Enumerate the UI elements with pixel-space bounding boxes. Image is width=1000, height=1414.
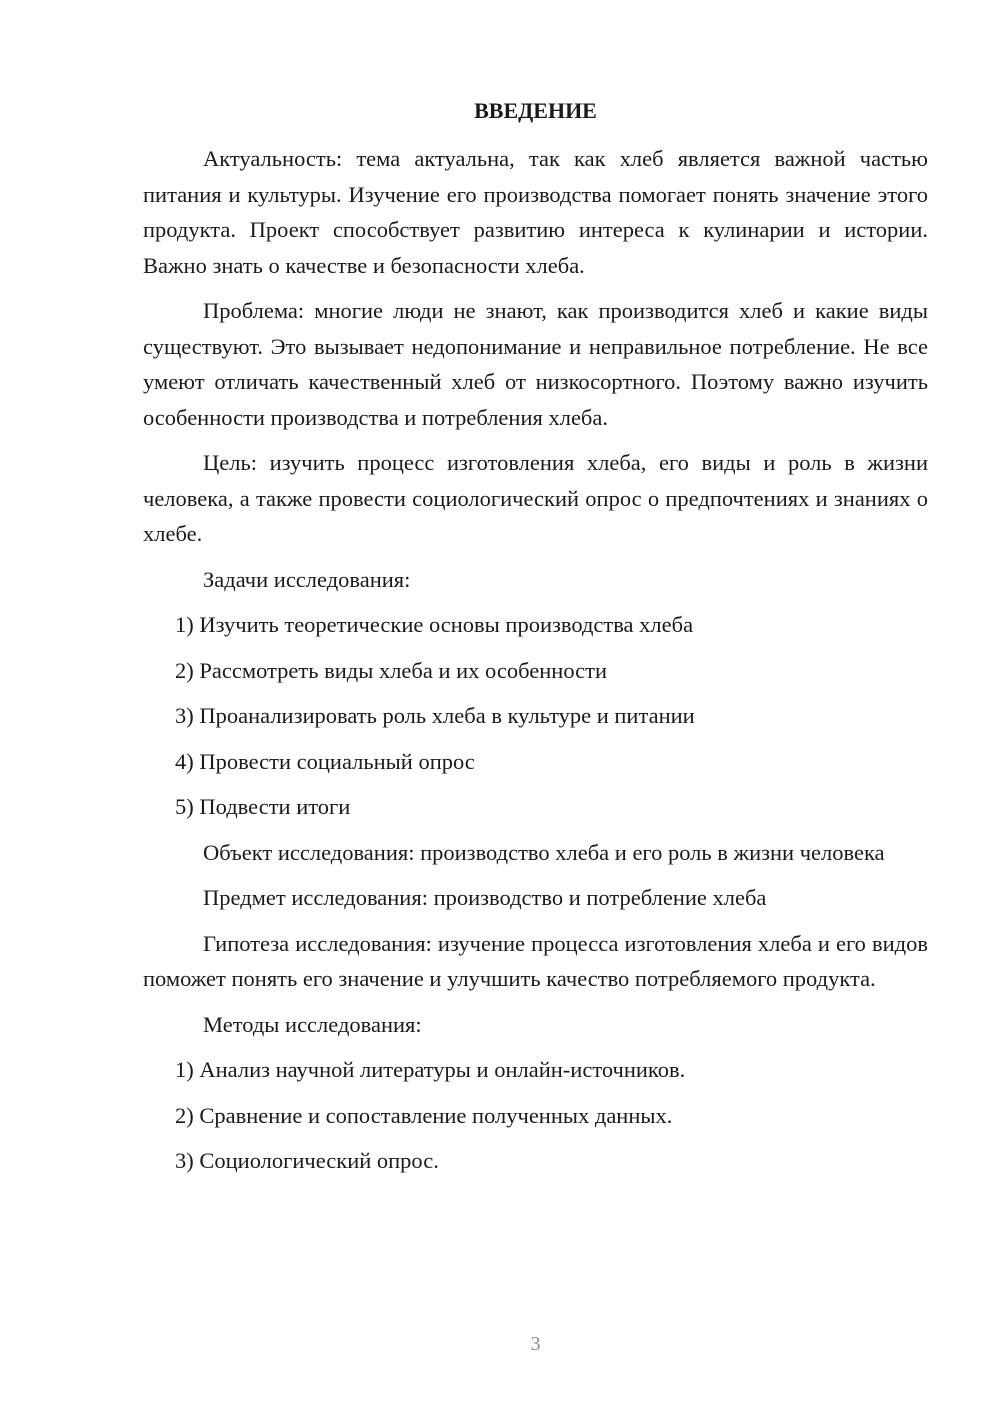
tasks-heading: Задачи исследования: (203, 566, 411, 592)
task-item: 3) Проанализировать роль хлеба в культуре и питании (175, 703, 695, 728)
problem-paragraph: Проблема: многие люди не знают, как производится хлеб и какие виды существуют. Это вызывает недопонимание и неправильное потребление. Не все умеют отличать качественный хлеб от низкосортного. Поэтому важно изучить особенности производства и потребления хлеба. (143, 298, 928, 430)
methods-heading: Методы исследования: (203, 1011, 422, 1037)
object-paragraph: Объект исследования: производство хлеба и его роль в жизни человека (203, 839, 885, 865)
hypothesis-paragraph: Гипотеза исследования: изучение процесса изготовления хлеба и его видов поможет понять его значение и улучшить качество потребляемого продукта. (143, 930, 928, 991)
page-title: ВВЕДЕНИЕ (474, 98, 597, 123)
method-item: 1) Анализ научной литературы и онлайн-источников. (175, 1057, 686, 1082)
task-item: 1) Изучить теоретические основы производства хлеба (175, 612, 694, 637)
document-body (143, 141, 928, 1189)
method-item: 3) Социологический опрос. (175, 1148, 439, 1173)
task-item: 2) Рассмотреть виды хлеба и их особенности (175, 657, 607, 683)
task-item: 5) Подвести итоги (175, 794, 351, 819)
relevance-paragraph: Актуальность: тема актуальна, так как хлеб является важной частью питания и культуры. Изучение его производства помогает понять значение этого продукта. Проект способствует развитию интереса к кулинарии и истории. Важно знать о качестве и безопасности хлеба. (143, 146, 928, 278)
goal-paragraph: Цель: изучить процесс изготовления хлеба, его виды и роль в жизни человека, а также провести социологический опрос о предпочтениях и знаниях о хлебе. (143, 450, 928, 546)
page-number: 3 (530, 1333, 541, 1355)
subject-paragraph: Предмет исследования: производство и потребление хлеба (203, 885, 767, 910)
document-page (143, 0, 928, 1414)
task-item: 4) Провести социальный опрос (175, 748, 475, 774)
method-item: 2) Сравнение и сопоставление полученных данных. (175, 1102, 673, 1128)
